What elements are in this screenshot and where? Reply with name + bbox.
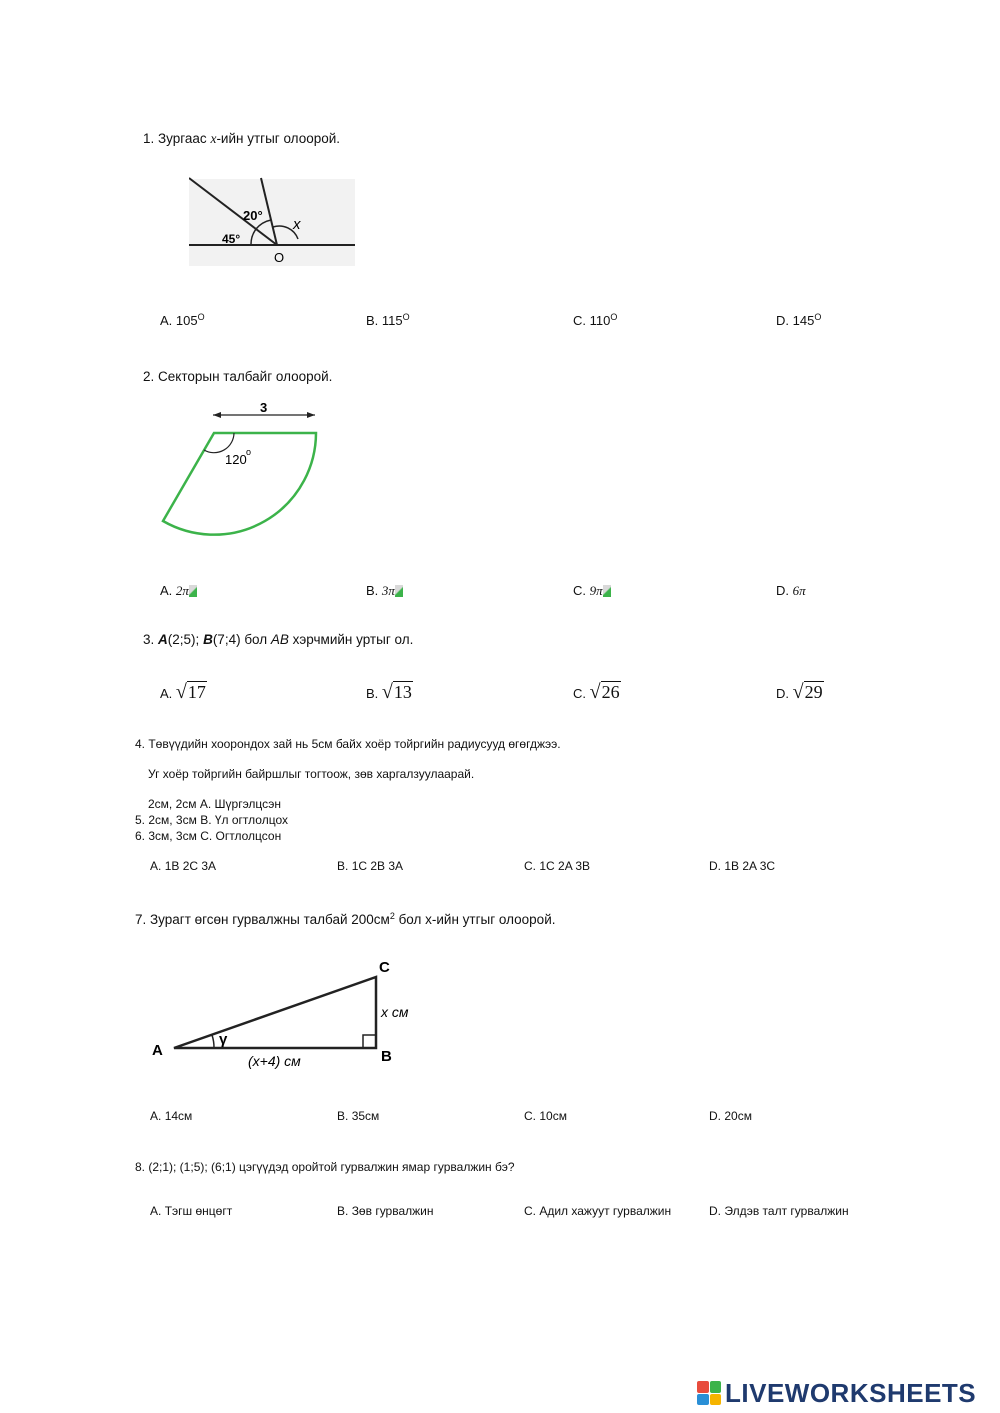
broken-image-icon [395,585,403,597]
broken-image-icon [603,585,611,597]
q2-option-c-letter: C. [573,583,586,598]
q7-side-bc-label: x см [381,1004,409,1020]
q7-option-d-value: 20см [724,1109,752,1123]
q1-var: x [210,131,217,146]
q7-option-c-letter: C. [524,1109,536,1123]
q2-text: Секторын талбайг олоорой. [158,369,333,384]
logo-tile-green [710,1381,722,1393]
q1-option-a[interactable] [160,312,205,328]
q7-option-a-value: 14см [164,1109,193,1123]
q1-option-d[interactable] [776,312,821,328]
q1-x-label: x [293,216,301,233]
q2-number: 2. [143,369,155,384]
q1-option-a-value: 105 [175,313,198,328]
q1-text-a: Зургаас [158,131,211,146]
q8-option-a[interactable] [150,1204,232,1218]
logo-tile-yellow [710,1394,722,1406]
q4-option-c-value: 1C 2A 3B [539,859,591,873]
q1-angle-45-label: 45° [222,232,241,246]
q1-number: 1. [143,131,155,146]
q4-line-1: 4. Төвүүдийн хоорондох зай нь 5см байх хоёр тойргийн радиусууд өгөгджээ. [135,737,561,751]
q8-option-d[interactable] [709,1204,849,1218]
q3-coords-a: (2;5) [167,632,196,647]
q1-option-d-letter: D. [776,313,789,328]
q7-option-b[interactable] [337,1109,379,1123]
q4-option-c-letter: C. [524,859,536,873]
q3-text-mid: бол [240,632,271,647]
q3-option-b[interactable] [366,681,413,704]
q8-option-a-value: Тэгш өнцөгт [164,1204,233,1218]
q1-option-c-degree: O [610,312,618,322]
q1-prompt [143,131,340,147]
q1-option-b[interactable] [366,312,410,328]
q3-option-b-radicand: 13 [393,682,412,702]
q3-option-d-sqrt: √29 [792,681,823,703]
q4-item-2: 5. 2см, 3см B. Үл огтлолцох [135,813,288,827]
q3-text-end: хэрчмийн уртыг ол. [288,632,414,647]
q3-option-b-letter: B. [366,686,379,701]
q8-option-c-value: Адил хажуут гурвалжин [539,1204,672,1218]
q7-option-a-letter: A. [150,1109,162,1123]
q3-prompt [143,632,413,647]
q8-prompt: 8. (2;1); (1;5); (6;1) цэгүүдэд оройтой гурвалжин ямар гурвалжин бэ? [135,1160,515,1174]
q4-option-a-letter: A. [150,859,162,873]
logo-tile-red [697,1381,709,1393]
q7-prompt [135,911,555,927]
q7-side-ab-label: (x+4) см [248,1053,301,1069]
q4-line-2: Уг хоёр тойргийн байршлыг тогтоож, зөв харгалзуулаарай. [148,767,475,781]
q1-option-a-degree: O [197,312,205,322]
q7-vertex-c: C [379,959,390,976]
q3-option-c-letter: C. [573,686,586,701]
q7-gamma-label: γ [219,1031,228,1048]
q4-option-b[interactable] [337,859,403,873]
q2-option-b-letter: B. [366,583,379,598]
q3-segment: AB [270,632,289,647]
q8-option-b-letter: B. [337,1204,349,1218]
q1-option-a-letter: A. [160,313,173,328]
q7-triangle-figure [148,955,428,1075]
q8-option-a-letter: A. [150,1204,162,1218]
logo-tile-blue [697,1394,709,1406]
q3-option-d-radicand: 29 [804,682,823,702]
q4-option-a[interactable] [150,859,216,873]
logo-text: LIVEWORKSHEETS [725,1377,977,1408]
q7-right-angle-mark [363,1035,376,1048]
q1-angle-figure [189,175,355,268]
q7-triangle [174,977,376,1048]
q1-option-b-degree: O [402,312,410,322]
q3-option-a[interactable] [160,681,207,704]
q2-option-c-value: 9π [589,583,603,598]
q7-vertex-a: A [152,1042,163,1059]
q2-sector-outline [163,433,316,535]
q2-arrow-left [213,412,221,418]
q2-option-d-letter: D. [776,583,789,598]
logo-mark-icon [697,1381,721,1405]
q2-option-a-value: 2π [175,583,189,598]
q2-option-c[interactable] [573,583,611,599]
q8-option-c[interactable] [524,1204,671,1218]
q7-text-a: 7. Зурагт өгсөн гурвалжны талбай 200см [135,912,390,927]
liveworksheets-logo[interactable] [697,1379,976,1407]
q8-option-d-letter: D. [709,1204,721,1218]
q7-option-b-letter: B. [337,1109,349,1123]
q3-option-c-radicand: 26 [601,682,620,702]
q4-option-b-letter: B. [337,859,349,873]
q1-o-label: O [274,250,285,265]
q3-option-a-sqrt: √17 [175,681,206,703]
q2-angle-degree: o [246,447,252,457]
q1-angle-20-label: 20° [243,208,263,223]
q4-option-a-value: 1B 2C 3A [164,859,217,873]
q2-option-a-letter: A. [160,583,173,598]
q2-sector-figure [155,400,325,540]
q8-option-b[interactable] [337,1204,434,1218]
q1-option-c[interactable] [573,312,617,328]
q3-coords-b: (7;4) [212,632,241,647]
q7-vertex-b: B [381,1048,392,1065]
q3-separator: ; [195,632,204,647]
q8-option-b-value: Зөв гурвалжин [351,1204,434,1218]
q4-option-d-value: 1B 2A 3C [724,859,776,873]
q1-option-c-value: 110 [589,313,611,328]
q8-option-d-value: Элдэв талт гурвалжин [724,1204,849,1218]
q2-option-b-value: 3π [381,583,395,598]
q2-arrow-right [307,412,315,418]
q7-option-c[interactable] [524,1109,567,1123]
q7-angle-arc [212,1035,214,1048]
q7-option-c-value: 10см [539,1109,567,1123]
q4-option-d-letter: D. [709,859,721,873]
q7-option-d[interactable] [709,1109,752,1123]
q2-prompt [143,369,332,384]
q3-option-a-letter: A. [160,686,173,701]
q3-option-d-letter: D. [776,686,789,701]
q7-sup: 2 [389,911,395,921]
q1-option-b-value: 115 [381,313,403,328]
q2-option-d-value: 6π [792,583,806,598]
q3-option-b-sqrt: √13 [381,681,412,703]
q7-text-b: бол x-ийн утгыг олоорой. [394,912,556,927]
q2-radius-label: 3 [260,400,268,415]
q1-text-b: -ийн утгыг олоорой. [216,131,341,146]
q3-point-a: A [158,632,168,647]
q2-option-a[interactable] [160,583,197,599]
q4-option-c[interactable] [524,859,590,873]
q1-option-b-letter: B. [366,313,379,328]
q7-option-b-value: 35см [351,1109,380,1123]
broken-image-icon [189,585,197,597]
q7-option-a[interactable] [150,1109,192,1123]
q3-option-c[interactable] [573,681,621,704]
q1-option-c-letter: C. [573,313,586,328]
q3-option-d[interactable] [776,681,824,704]
q4-item-1: 2см, 2см A. Шүргэлцсэн [148,797,282,811]
q3-option-a-radicand: 17 [187,682,206,702]
q4-option-b-value: 1C 2B 3A [351,859,404,873]
q8-option-c-letter: C. [524,1204,536,1218]
q4-item-3: 6. 3см, 3см C. Огтлолцсон [135,829,282,843]
q4-option-d[interactable] [709,859,775,873]
q3-option-c-sqrt: √26 [589,681,620,703]
q7-option-d-letter: D. [709,1109,721,1123]
q2-angle-label: 120 [225,452,247,467]
q3-point-b: B [203,632,213,647]
q2-option-d[interactable] [776,583,806,599]
q3-number: 3. [143,632,155,647]
q1-option-d-degree: O [814,312,822,322]
q1-option-d-value: 145 [792,313,815,328]
q2-option-b[interactable] [366,583,403,599]
